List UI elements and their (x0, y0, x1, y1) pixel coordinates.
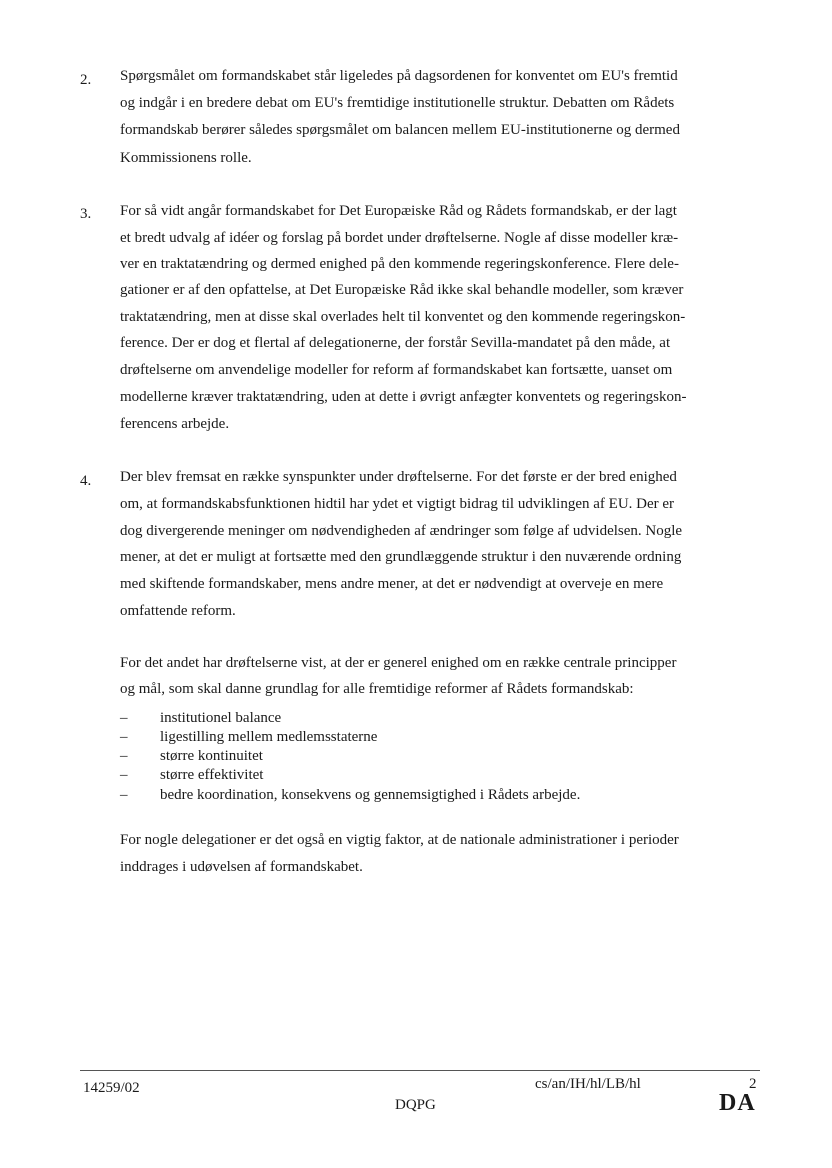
paragraph-number: 4. (80, 473, 92, 489)
document-number: 14259/02 (83, 1080, 140, 1096)
paragraph-line: For så vidt angår formandskabet for Det Europæiske Råd og Rådets formandskab, er der lagt (120, 203, 677, 219)
paragraph-line: traktatændring, men at disse skal overlades helt til konventet og den kommende regeringskon- (120, 309, 686, 325)
reference-code: cs/an/IH/hl/LB/hl (535, 1076, 641, 1092)
paragraph-line: Spørgsmålet om formandskabet står ligeledes på dagsordenen for konventet om EU's fremtid (120, 68, 678, 84)
footer-rule (80, 1070, 760, 1071)
list-item: ligestilling mellem medlemsstaterne (160, 729, 378, 745)
paragraph-line: ver en traktatændring og dermed enighed på den kommende regeringskonference. Flere dele- (120, 256, 679, 272)
list-dash: – (120, 710, 128, 726)
paragraph-line: dog divergerende meninger om nødvendigheden af ændringer som følge af udvidelsen. Nogle (120, 523, 683, 539)
paragraph-line: omfattende reform. (120, 603, 236, 619)
paragraph-line: og indgår i en bredere debat om EU's fremtidige institutionelle struktur. Debatten om Rådets (120, 95, 675, 111)
paragraph-line: gationer er af den opfattelse, at Det Europæiske Råd ikke skal behandle modeller, som kræver (120, 282, 684, 298)
department-code: DQPG (395, 1097, 436, 1113)
paragraph-line: inddrages i udøvelsen af formandskabet. (120, 859, 363, 875)
paragraph-line: Der blev fremsat en række synspunkter under drøftelserne. For det første er der bred enighed (120, 469, 677, 485)
list-item: større effektivitet (160, 767, 264, 783)
paragraph-line: mener, at det er muligt at fortsætte med den grundlæggende struktur i den nuværende ordning (120, 549, 682, 565)
paragraph-line: om, at formandskabsfunktionen hidtil har ydet et vigtigt bidrag til udviklingen af EU. Der er (120, 496, 675, 512)
paragraph-line: formandskab berører således spørgsmålet om balancen mellem EU-institutionerne og dermed (120, 122, 680, 138)
paragraph-number: 2. (80, 72, 92, 88)
list-dash: – (120, 787, 128, 803)
language-code: DA (719, 1090, 756, 1116)
list-item: institutionel balance (160, 710, 282, 726)
page-number: 2 (749, 1076, 757, 1092)
list-item: større kontinuitet (160, 748, 263, 764)
paragraph-line: ference. Der er dog et flertal af delegationerne, der forstår Sevilla-mandatet på den måde, at (120, 335, 671, 351)
paragraph-line: ferencens arbejde. (120, 416, 230, 432)
paragraph-line: For nogle delegationer er det også en vigtig faktor, at de nationale administrationer i perioder (120, 832, 679, 848)
list-dash: – (120, 729, 128, 745)
paragraph-line: drøftelserne om anvendelige modeller for reform af formandskabet kan fortsætte, uanset om (120, 362, 673, 378)
paragraph-line: og mål, som skal danne grundlag for alle fremtidige reformer af Rådets formandskab: (120, 681, 634, 697)
paragraph-line: modellerne kræver traktatændring, uden at dette i øvrigt anfægter konventets og regeringskon- (120, 389, 687, 405)
paragraph-line: med skiftende formandskaber, mens andre mener, at det er nødvendigt at overveje en mere (120, 576, 664, 592)
list-item: bedre koordination, konsekvens og gennemsigtighed i Rådets arbejde. (160, 787, 581, 803)
paragraph-line: Kommissionens rolle. (120, 150, 252, 166)
paragraph-number: 3. (80, 206, 92, 222)
list-dash: – (120, 767, 128, 783)
list-dash: – (120, 748, 128, 764)
paragraph-line: For det andet har drøftelserne vist, at der er generel enighed om en række centrale principper (120, 655, 677, 671)
paragraph-line: et bredt udvalg af idéer og forslag på bordet under drøftelserne. Nogle af disse modeller kræ- (120, 230, 679, 246)
